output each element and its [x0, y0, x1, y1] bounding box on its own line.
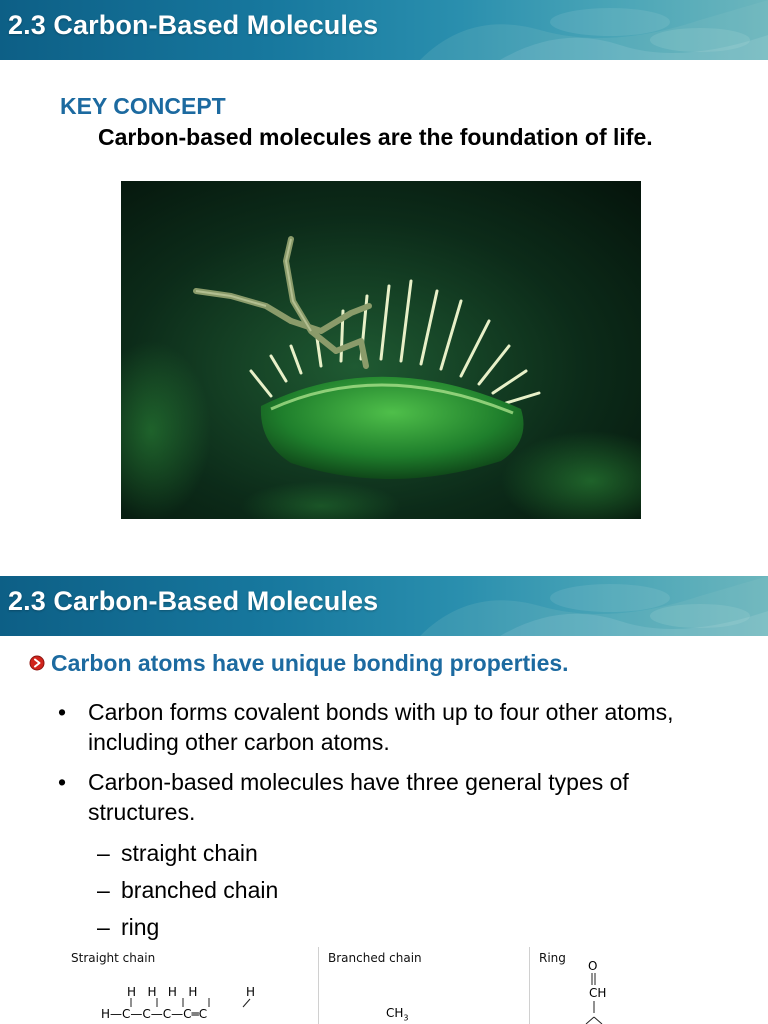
- bullet-line: Carbon-based molecules have three general types of: [88, 769, 629, 795]
- straight-chain-h-right: H: [246, 985, 256, 999]
- straight-chain-row: H—C—C—C—C═C: [101, 1007, 208, 1021]
- ring-bond-fragment: [582, 1001, 606, 1024]
- header-banner: [0, 576, 768, 636]
- straight-chain-h-row: H H H H: [127, 985, 198, 999]
- branched-methyl-group: $CH_3$: [386, 1006, 409, 1023]
- key-concept-text: Carbon-based molecules are the foundation of life.: [98, 124, 653, 150]
- sub-bullet-dash: –: [97, 877, 110, 903]
- bullet-dot: •: [58, 699, 67, 725]
- straight-chain-label: Straight chain: [71, 951, 156, 965]
- sub-bullet-dash: –: [97, 914, 110, 940]
- bullet-dot: •: [58, 769, 67, 795]
- ring-double-bond: [588, 973, 600, 985]
- ring-oxygen: O: [588, 959, 598, 973]
- bullet-line: including other carbon atoms.: [88, 729, 390, 755]
- arrow-bullet-icon: [29, 655, 45, 671]
- diagram-divider: [529, 947, 530, 1024]
- sub-bullet-dash: –: [97, 840, 110, 866]
- bullet-line: Carbon forms covalent bonds with up to four other atoms,: [88, 699, 674, 725]
- bullet-line: structures.: [88, 799, 196, 825]
- header-banner: [0, 0, 768, 60]
- page-title: 2.3 Carbon-Based Molecules: [8, 10, 379, 40]
- ring-ch-group: CH: [589, 986, 607, 1000]
- sub-bullet-straight: straight chain: [121, 840, 258, 866]
- page-title: 2.3 Carbon-Based Molecules: [8, 586, 379, 616]
- main-point: Carbon atoms have unique bonding properties.: [51, 650, 569, 676]
- venus-flytrap-photo: [121, 181, 641, 519]
- key-concept-label: KEY CONCEPT: [60, 93, 226, 119]
- branched-chain-label: Branched chain: [328, 951, 422, 965]
- sub-bullet-branched: branched chain: [121, 877, 279, 903]
- ring-label: Ring: [539, 951, 566, 965]
- diagram-divider: [318, 947, 319, 1024]
- sub-bullet-ring: ring: [121, 914, 160, 940]
